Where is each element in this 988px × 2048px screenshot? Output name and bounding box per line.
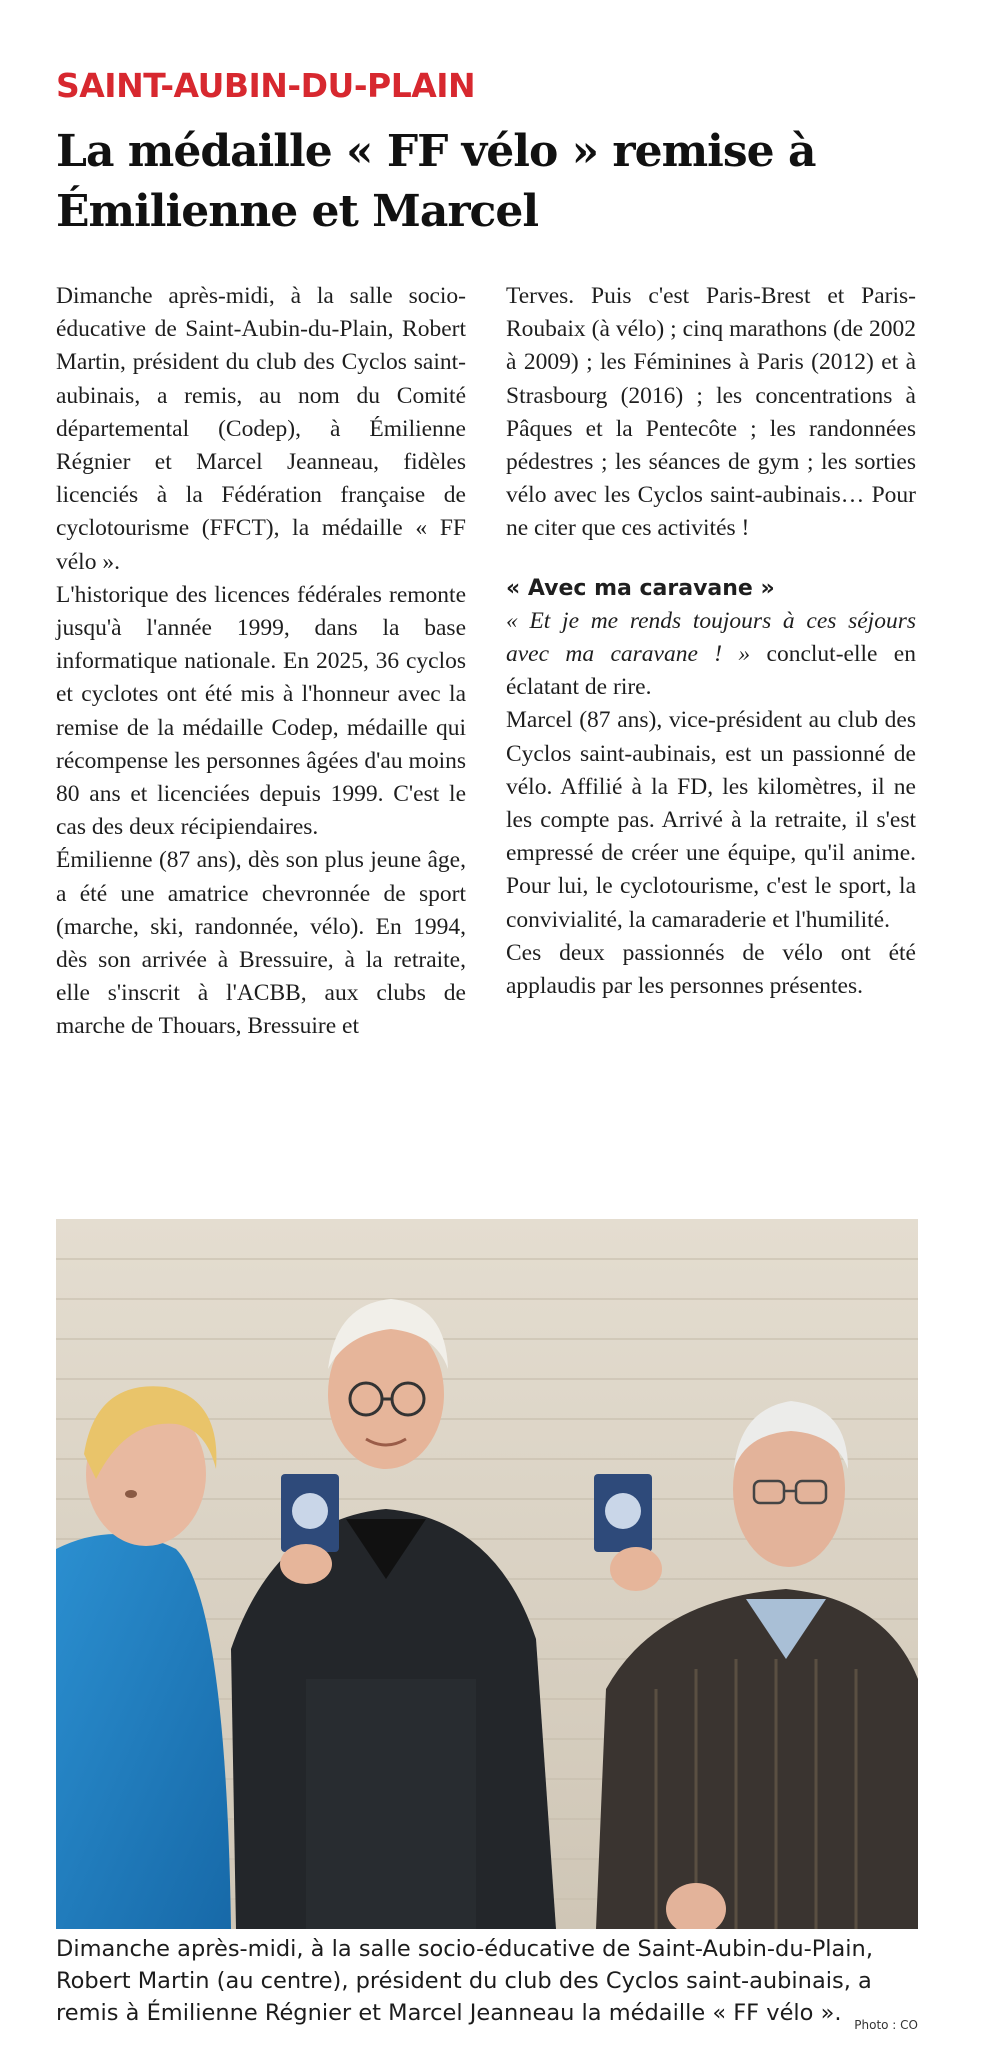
body-paragraph: L'historique des licences fédérales remonte jusqu'à l'année 1999, dans la base informatique nationale. En 2025, 36 cyclos et cyclotes ont été mis à l'honneur avec la remise de la médaille Codep, médaille qui récompense les personnes âgées d'au moins 80 ans et licenciées depuis 1999. C'est le cas des deux récipiendaires. — [56, 581, 466, 841]
section-kicker: SAINT-AUBIN-DU-PLAIN — [56, 66, 476, 105]
body-paragraph: Émilienne (87 ans), dès son plus jeune âge, a été une amatrice chevronnée de sport (marche, ski, randonnée, vélo). En 1994, dès son arrivée à Bressuire, à la retraite, elle s'inscrit à l'ACBB, aux clubs de marche de Thouars, Bressuire et — [56, 847, 466, 1040]
quote-attribution: conclut-elle en éclatant de rire. — [506, 641, 916, 701]
body-paragraph: Dimanche après-midi, à la salle socio-éducative de Saint-Aubin-du-Plain, Robert Martin, président du club des Cyclos saint-aubinais, a remis, au nom du Comité départemental (Codep), à Émilienne Régnier et Marcel Jeanneau, fidèles licenciés à la Fédération française de cyclotourisme (FFCT), la médaille « FF vélo ». — [56, 283, 466, 575]
body-paragraph: Marcel (87 ans), vice-président au club des Cyclos saint-aubinais, est un passionné de vélo. Affilié à la FD, les kilomètres, il ne les compte pas. Arrivé à la retraite, il s'est empressé de créer une équipe, qu'il anime. Pour lui, le cyclotourisme, c'est le sport, la convivialité, la camaraderie et l'humilité. — [506, 707, 916, 933]
article-column-right — [506, 280, 916, 1003]
pull-quote: « Et je me rends toujours à ces séjours avec ma caravane ! » — [506, 607, 916, 668]
body-paragraph — [506, 605, 916, 705]
photo-illustration — [56, 1219, 918, 1929]
body-paragraph: Ces deux passionnés de vélo ont été applaudis par les personnes présentes. — [506, 939, 916, 1000]
article-headline: La médaille « FF vélo » remise à Émilienne et Marcel — [56, 126, 816, 237]
photo-credit: Photo : CO — [854, 2018, 918, 2032]
article-column-left — [56, 280, 466, 1044]
article-photo — [56, 1219, 918, 1929]
section-subheading: « Avec ma caravane » — [506, 575, 775, 601]
body-paragraph: Terves. Puis c'est Paris-Brest et Paris-Roubaix (à vélo) ; cinq marathons (de 2002 à 2009) ; les Féminines à Paris (2012) et à Strasbourg (2016) ; les concentrations à Pâques et la Pentecôte ; les randonnées pédestres ; les séances de gym ; les sorties vélo avec les Cyclos saint-aubinais… Pour ne citer que ces activités ! — [506, 283, 916, 542]
photo-caption: Dimanche après-midi, à la salle socio-éducative de Saint-Aubin-du-Plain, Robert Martin (au centre), président du club des Cyclos saint-aubinais, a remis à Émilienne Régnier et Marcel Jeanneau la médaille « FF vélo ». — [56, 1936, 873, 2026]
